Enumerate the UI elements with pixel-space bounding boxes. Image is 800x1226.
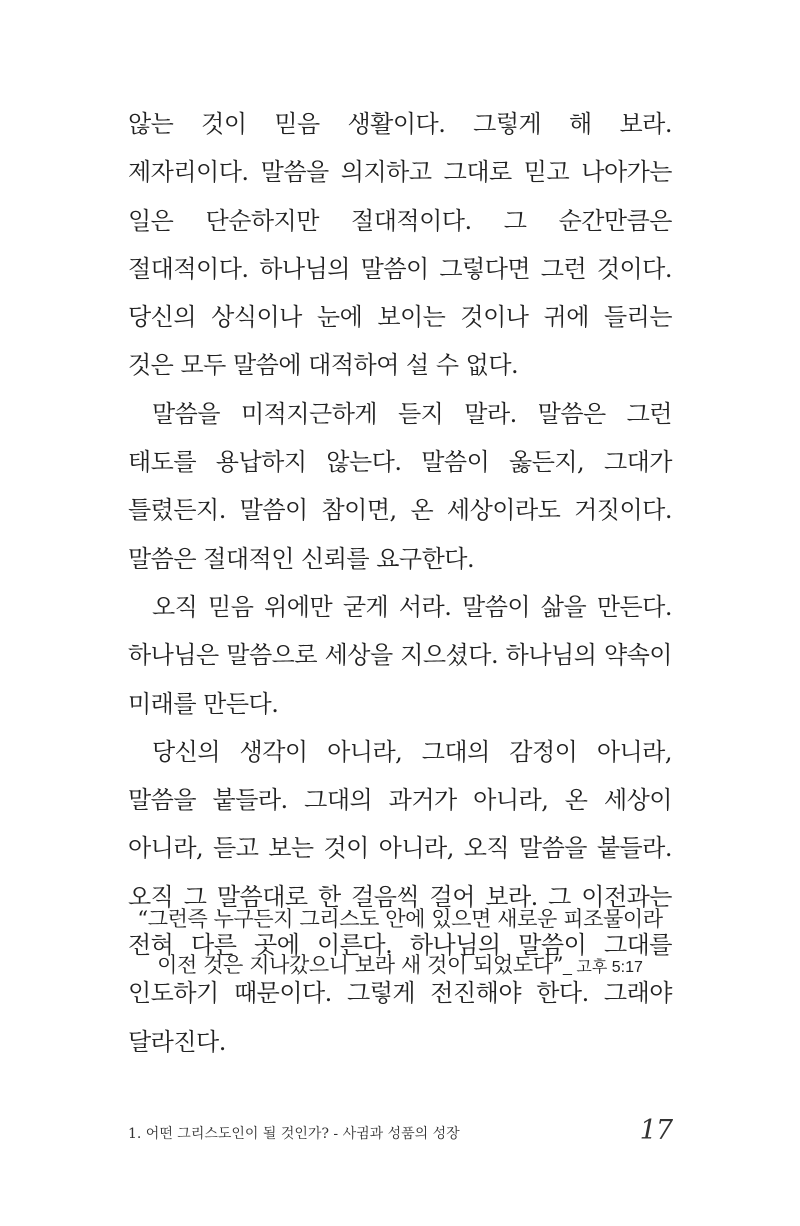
quote-line-2: 이전 것은 지나갔으니 보라 새 것이 되었도다” [157, 953, 564, 977]
running-footer-title: 1. 어떤 그리스도인이 될 것인가? - 사귐과 성품의 성장 [128, 1126, 460, 1142]
paragraph-3: 오직 믿음 위에만 굳게 서라. 말씀이 삶을 만든다. 하나님은 말씀으로 세상을 지으셨다. 하나님의 약속이 미래를 만든다. [128, 592, 672, 718]
quote-line-1: “그런즉 누구든지 그리스도 안에 있으면 새로운 피조물이라 [137, 907, 663, 931]
paragraph-1: 않는 것이 믿음 생활이다. 그렇게 해 보라. 제자리이다. 말씀을 의지하고 그대로 믿고 나아가는 일은 단순하지만 절대적이다. 그 순간만큼은 절대적이다. 하나님의 말씀이 그렇다면 그런 것이다. 당신의 상식이나 눈에 보이는 것이나 귀에 들리는 것은 모두 말씀에 대적하여 설 수 없다. [128, 110, 672, 380]
paragraph-4: 당신의 생각이 아니라, 그대의 감정이 아니라, 말씀을 붙들라. 그대의 과거가 아니라, 온 세상이 아니라, 듣고 보는 것이 아니라, 오직 말씀을 붙들라. 오직 그 말씀대로 한 걸음씩 걸어 보라. 그 이전과는 전혀 다른 곳에 이른다. 하나님의 말씀이 그대를 인도하기 때문이다. 그렇게 전진해야 한다. 그래야 달라진다. [128, 737, 672, 1056]
quote-reference: _ 고후 5:17 [563, 959, 643, 976]
scripture-quote [128, 896, 672, 991]
paragraph-2: 말씀을 미적지근하게 듣지 말라. 말씀은 그런 태도를 용납하지 않는다. 말씀이 옳든지, 그대가 틀렸든지. 말씀이 참이면, 온 세상이라도 거짓이다. 말씀은 절대적인 신뢰를 요구한다. [128, 399, 672, 573]
quote-line-2-wrapper [128, 942, 672, 991]
page-number: 17 [639, 1115, 672, 1146]
